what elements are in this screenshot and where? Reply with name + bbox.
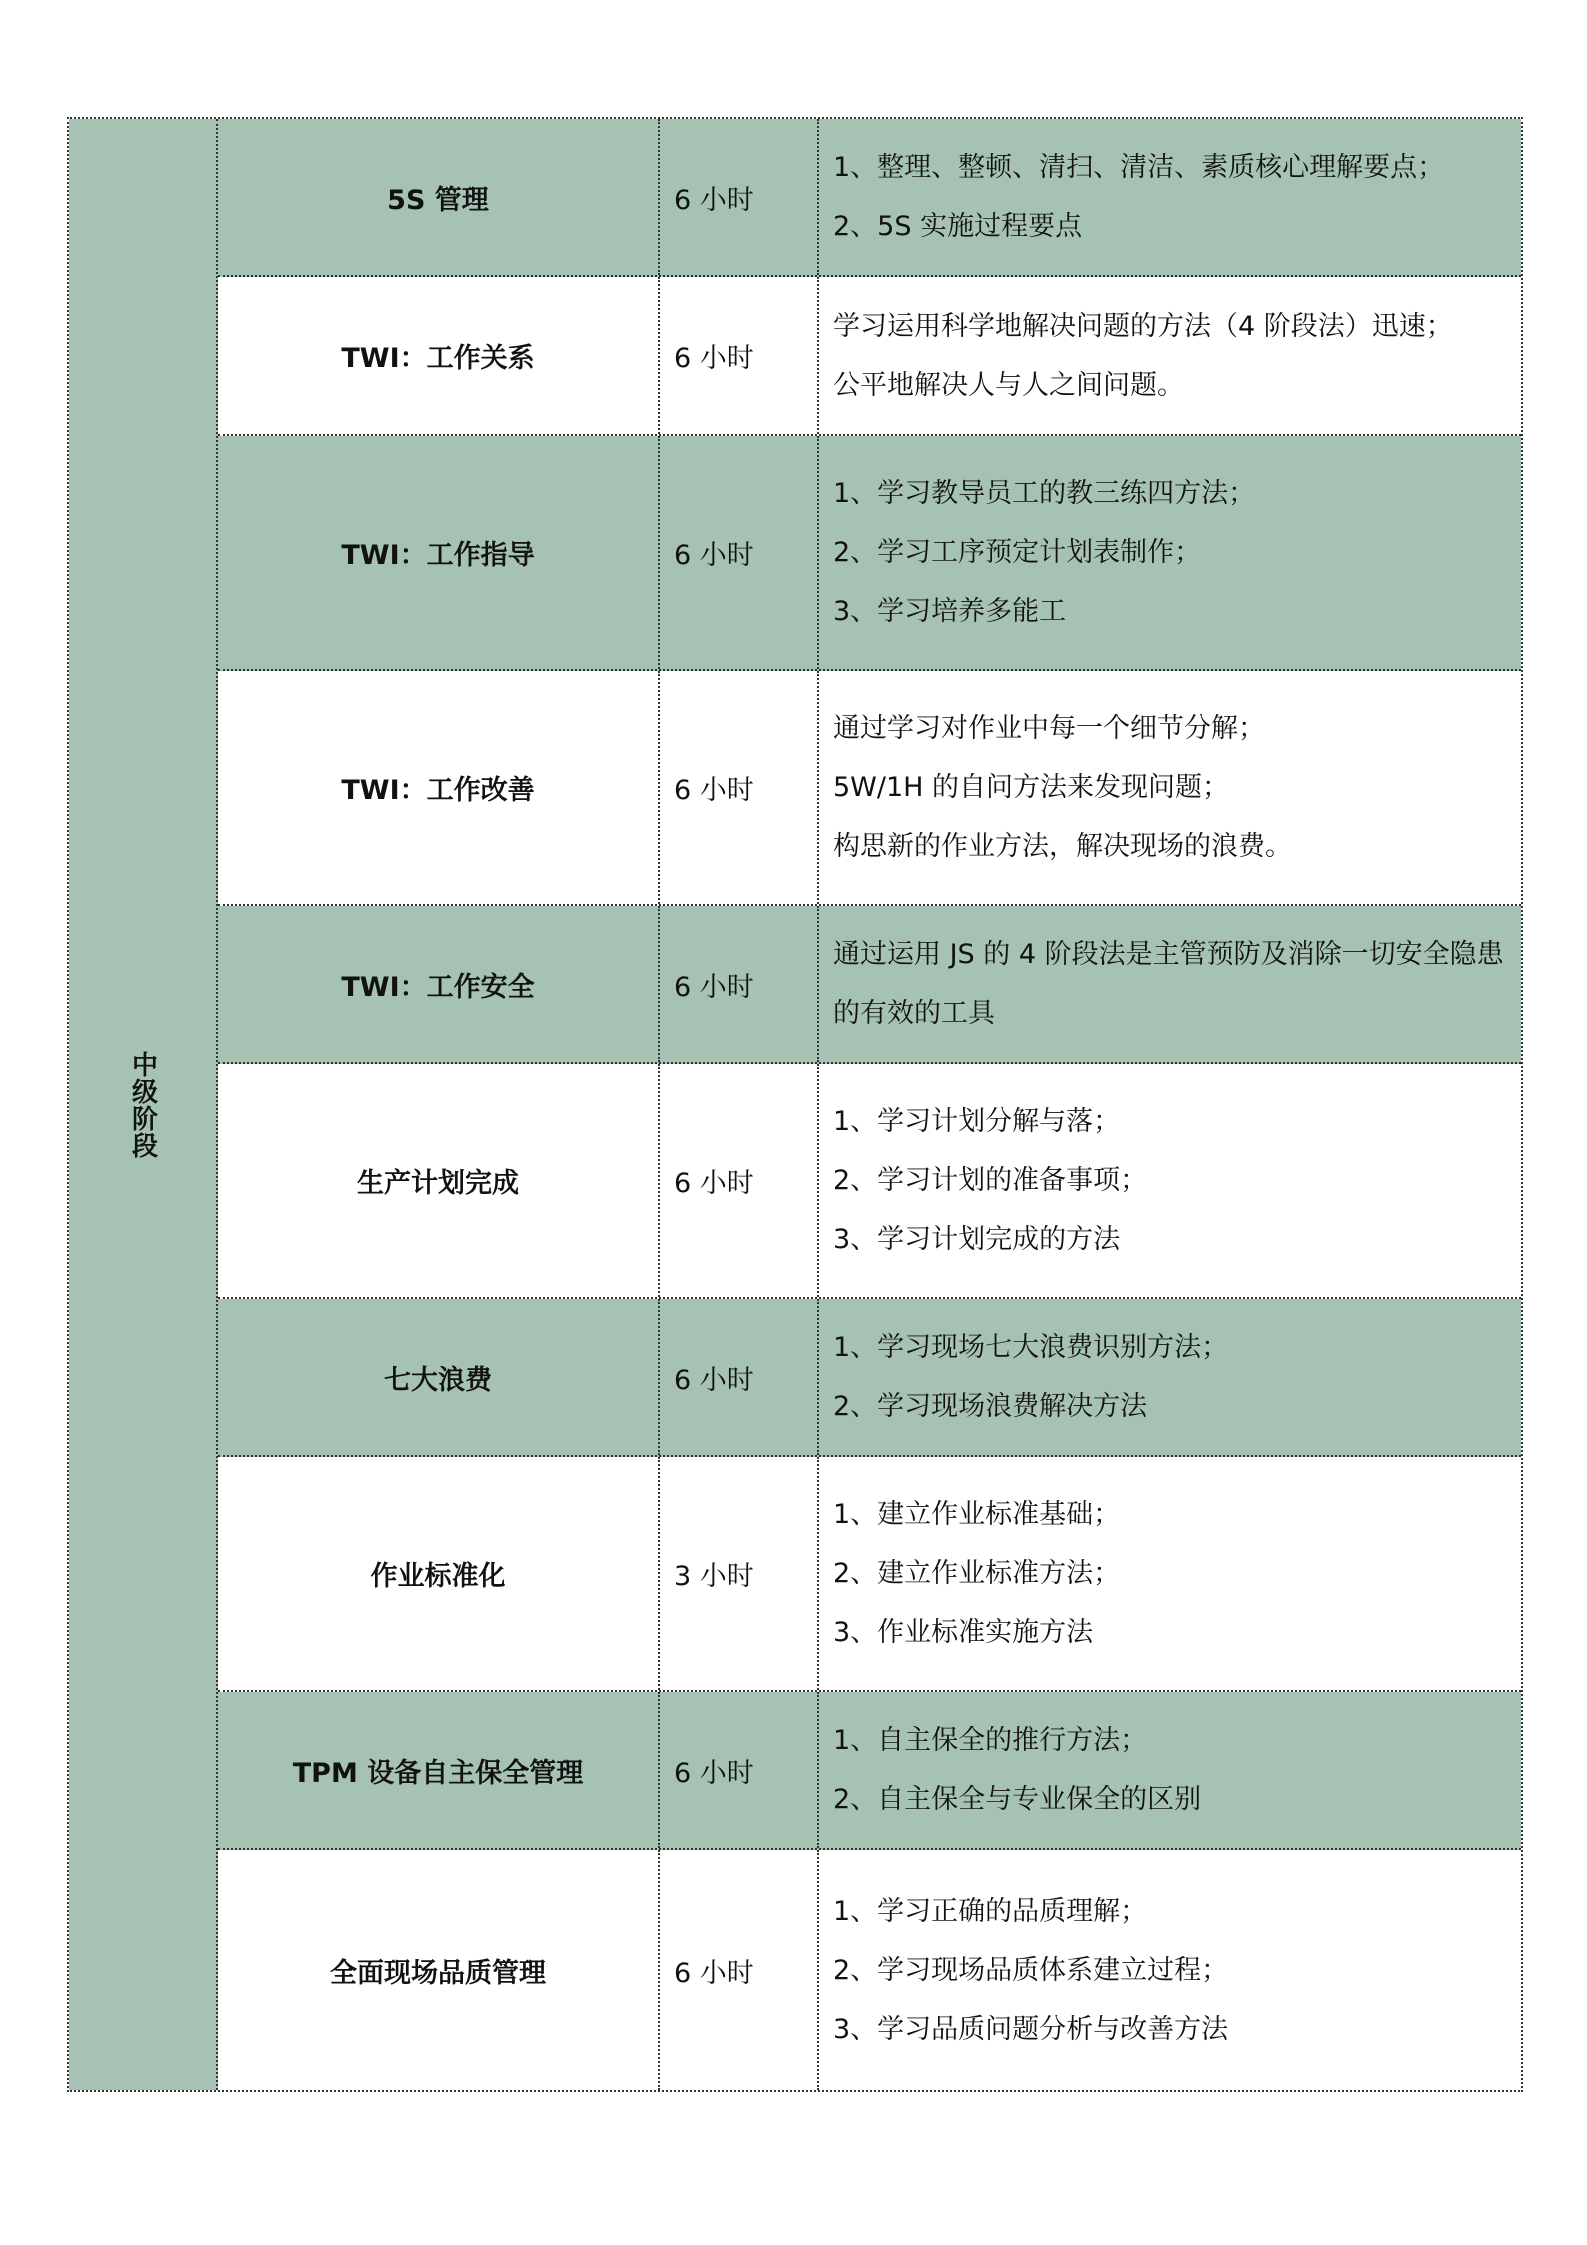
course-name-cell bbox=[218, 1457, 660, 1690]
stage-label: 中级阶段 bbox=[127, 1050, 158, 1159]
course-description-cell bbox=[819, 671, 1521, 904]
course-hours-cell bbox=[660, 1850, 819, 2090]
course-name: 5S 管理 bbox=[387, 184, 489, 216]
course-name-cell bbox=[218, 1850, 660, 2090]
description-line: 2、学习工序预定计划表制作； bbox=[833, 537, 1202, 568]
course-hours: 6 小时 bbox=[674, 1364, 754, 1396]
course-description bbox=[833, 1882, 1228, 2059]
description-line: 1、学习教导员工的教三练四方法； bbox=[833, 478, 1256, 509]
course-hours-cell bbox=[660, 906, 819, 1062]
description-line: 3、学习品质问题分析与改善方法 bbox=[833, 2013, 1229, 2045]
course-description-cell bbox=[819, 1850, 1521, 2090]
description-line: 3、学习计划完成的方法 bbox=[833, 1224, 1121, 1255]
description-line: 2、学习计划的准备事项； bbox=[833, 1165, 1148, 1196]
description-line: 5W/1H 的自问方法来发现问题； bbox=[833, 772, 1230, 803]
course-name: TPM 设备自主保全管理 bbox=[292, 1757, 584, 1789]
course-row bbox=[218, 277, 1521, 436]
course-table bbox=[67, 117, 1523, 2092]
course-row bbox=[218, 906, 1521, 1064]
course-description bbox=[833, 1318, 1228, 1436]
course-hours-cell bbox=[660, 277, 819, 434]
course-row bbox=[218, 1850, 1521, 2090]
course-name-cell bbox=[218, 906, 660, 1062]
course-description-cell bbox=[819, 1064, 1521, 1297]
course-name: TWI：工作安全 bbox=[341, 971, 535, 1003]
course-hours: 6 小时 bbox=[674, 1168, 754, 1199]
description-line: 2、自主保全与专业保全的区别 bbox=[833, 1784, 1202, 1815]
course-name: 作业标准化 bbox=[370, 1561, 506, 1592]
course-description bbox=[833, 925, 1504, 1043]
course-hours-cell bbox=[660, 1457, 819, 1690]
course-description bbox=[833, 1092, 1147, 1269]
description-line: 2、建立作业标准方法； bbox=[833, 1558, 1121, 1589]
course-description-cell bbox=[819, 277, 1521, 434]
course-name-cell bbox=[218, 1064, 660, 1297]
course-row bbox=[218, 436, 1521, 671]
course-name-cell bbox=[218, 277, 660, 434]
course-hours-cell bbox=[660, 1692, 819, 1848]
description-line: 1、建立作业标准基础； bbox=[833, 1499, 1121, 1530]
course-name-cell bbox=[218, 671, 660, 904]
course-name: 七大浪费 bbox=[384, 1364, 492, 1396]
description-line: 构思新的作业方法，解决现场的浪费。 bbox=[833, 831, 1292, 862]
course-hours: 6 小时 bbox=[674, 1957, 754, 1989]
description-line: 3、作业标准实施方法 bbox=[833, 1617, 1094, 1648]
course-name: 生产计划完成 bbox=[357, 1168, 519, 1199]
course-hours: 3 小时 bbox=[674, 1561, 754, 1592]
description-line: 2、学习现场品质体系建立过程； bbox=[833, 1954, 1229, 1986]
course-hours: 6 小时 bbox=[674, 1757, 754, 1789]
course-name: TWI：工作指导 bbox=[341, 540, 535, 571]
course-row bbox=[218, 1064, 1521, 1299]
course-hours: 6 小时 bbox=[674, 184, 754, 216]
course-row bbox=[218, 1299, 1521, 1457]
description-line: 3、学习培养多能工 bbox=[833, 596, 1067, 627]
course-name: 全面现场品质管理 bbox=[330, 1957, 546, 1989]
description-line: 通过学习对作业中每一个细节分解； bbox=[833, 713, 1265, 744]
description-line: 1、整理、整顿、清扫、清洁、素质核心理解要点； bbox=[833, 152, 1445, 183]
description-line: 公平地解决人与人之间问题。 bbox=[833, 369, 1184, 401]
description-line: 1、自主保全的推行方法； bbox=[833, 1725, 1148, 1756]
description-line: 2、5S 实施过程要点 bbox=[833, 211, 1083, 242]
course-description-cell bbox=[819, 436, 1521, 669]
course-name-cell bbox=[218, 1692, 660, 1848]
course-description bbox=[833, 1485, 1120, 1662]
description-line: 1、学习现场七大浪费识别方法； bbox=[833, 1332, 1229, 1363]
course-description bbox=[833, 1711, 1201, 1829]
course-hours-cell bbox=[660, 1064, 819, 1297]
course-rows bbox=[218, 119, 1521, 2090]
description-line: 学习运用科学地解决问题的方法（4 阶段法）迅速； bbox=[833, 310, 1453, 342]
description-line: 的有效的工具 bbox=[833, 998, 995, 1029]
description-line: 2、学习现场浪费解决方法 bbox=[833, 1391, 1148, 1422]
course-hours: 6 小时 bbox=[674, 971, 754, 1003]
course-name: TWI：工作改善 bbox=[341, 775, 535, 806]
course-hours-cell bbox=[660, 1299, 819, 1455]
course-description bbox=[833, 297, 1453, 415]
description-line: 1、学习计划分解与落； bbox=[833, 1106, 1121, 1137]
course-hours-cell bbox=[660, 671, 819, 904]
course-hours-cell bbox=[660, 436, 819, 669]
course-description bbox=[833, 699, 1292, 876]
course-description bbox=[833, 138, 1444, 256]
stage-cell bbox=[69, 119, 218, 2090]
course-name-cell bbox=[218, 119, 660, 275]
description-line: 1、学习正确的品质理解； bbox=[833, 1895, 1148, 1927]
course-description-cell bbox=[819, 1299, 1521, 1455]
course-description bbox=[833, 464, 1255, 641]
description-line: 通过运用 JS 的 4 阶段法是主管预防及消除一切安全隐患 bbox=[833, 939, 1504, 970]
course-row bbox=[218, 1457, 1521, 1692]
course-name: TWI：工作关系 bbox=[341, 343, 535, 374]
course-description-cell bbox=[819, 1692, 1521, 1848]
course-hours: 6 小时 bbox=[674, 540, 754, 571]
course-name-cell bbox=[218, 436, 660, 669]
course-name-cell bbox=[218, 1299, 660, 1455]
course-row bbox=[218, 1692, 1521, 1850]
course-description-cell bbox=[819, 119, 1521, 275]
course-hours-cell bbox=[660, 119, 819, 275]
course-row bbox=[218, 671, 1521, 906]
course-row bbox=[218, 119, 1521, 277]
course-description-cell bbox=[819, 906, 1521, 1062]
course-hours: 6 小时 bbox=[674, 775, 754, 806]
course-hours: 6 小时 bbox=[674, 343, 754, 374]
course-description-cell bbox=[819, 1457, 1521, 1690]
